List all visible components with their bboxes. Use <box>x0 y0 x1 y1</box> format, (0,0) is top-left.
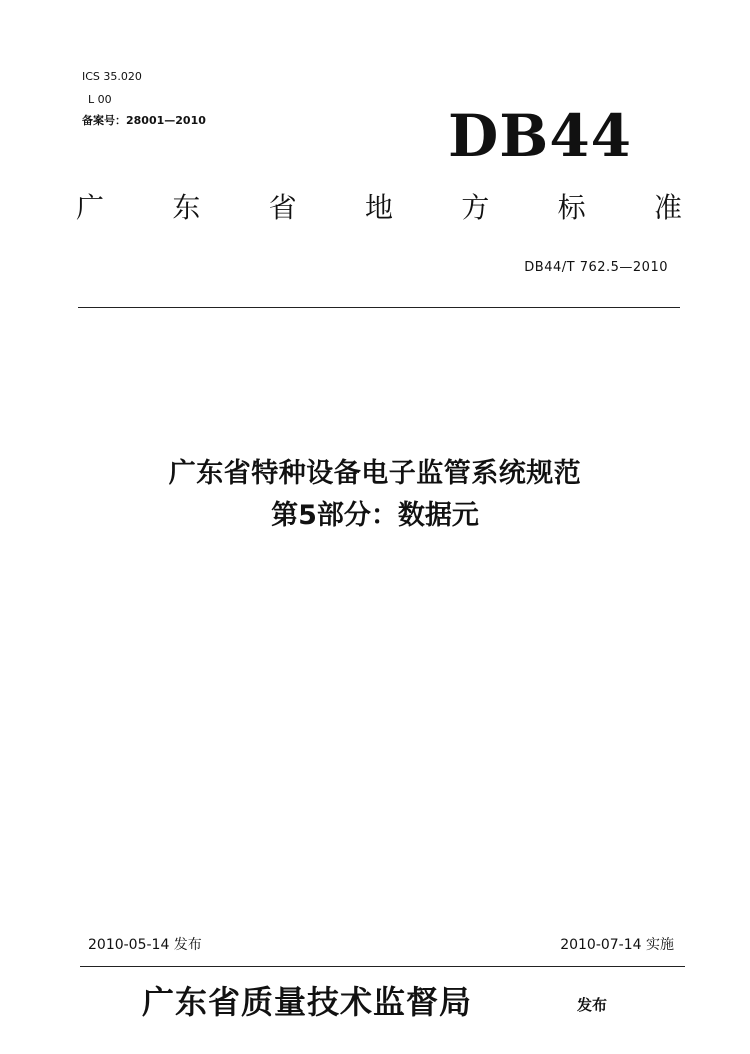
standard-type-char: 东 <box>172 191 201 224</box>
issuer-label: 发布 <box>577 996 608 1014</box>
standard-type-char: 标 <box>557 191 586 224</box>
standard-type-char: 准 <box>653 191 682 224</box>
implementation-date: 2010-07-14 实施 <box>560 937 674 953</box>
ics-code: ICS 35.020 <box>82 70 142 83</box>
bottom-divider <box>80 966 685 967</box>
standard-type-char: 方 <box>461 191 490 224</box>
record-number: 备案号：28001—2010 <box>82 114 206 127</box>
standard-type-char: 广 <box>76 191 105 224</box>
ccs-code: L 00 <box>88 93 112 106</box>
standard-type-char: 省 <box>268 191 297 224</box>
standard-number: DB44/T 762.5—2010 <box>524 260 668 275</box>
document-subtitle: 第5部分：数据元 <box>271 500 479 531</box>
issue-date: 2010-05-14 发布 <box>88 937 202 953</box>
top-divider <box>78 307 680 308</box>
db44-logo: DB44 <box>448 102 633 170</box>
standard-type-heading <box>76 188 682 228</box>
standard-type-char: 地 <box>364 191 393 224</box>
document-title: 广东省特种设备电子监管系统规范 <box>168 458 582 489</box>
issuer-name: 广东省质量技术监督局 <box>142 983 473 1021</box>
